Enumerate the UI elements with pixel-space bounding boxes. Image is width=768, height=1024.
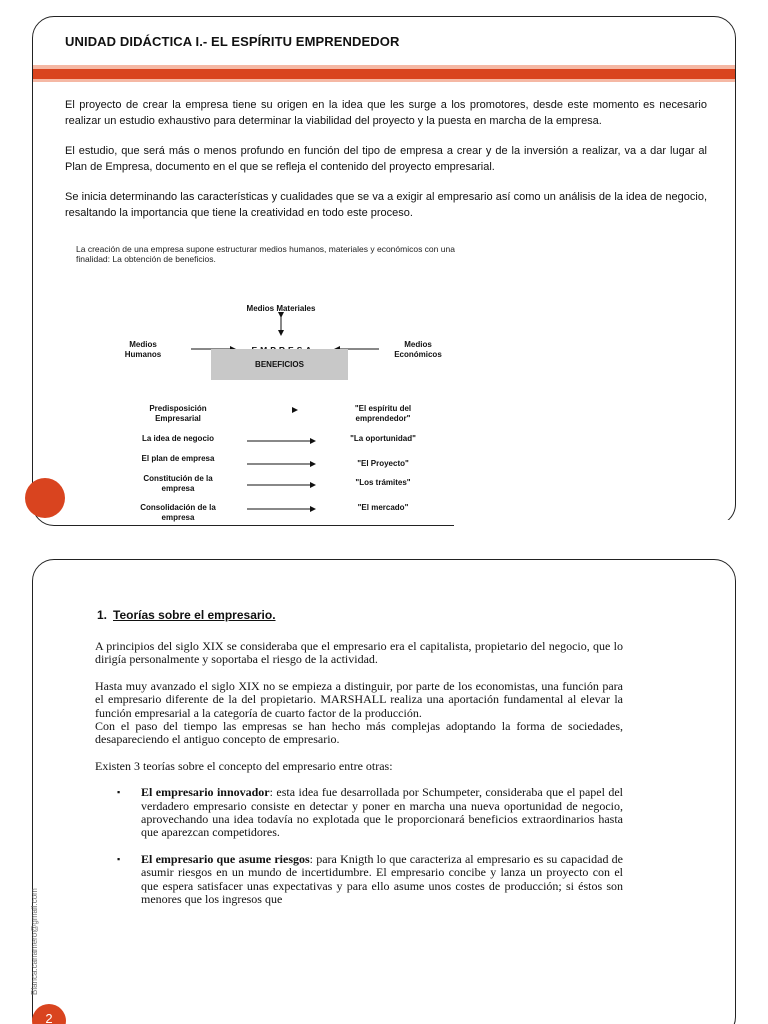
row-right: "El mercado" bbox=[357, 503, 409, 512]
paragraph: El proyecto de crear la empresa tiene su origen en la idea que les surge a los promotores, desde este momento es necesario realizar un estudio exhaustivo para determinar la viabilidad del proyecto y la puesta en marcha de la empresa. bbox=[65, 99, 707, 127]
paragraph: A principios del siglo XIX se consideraba que el empresario era el capitalista, propietario del negocio, que lo dirigía personalmente y soportaba el riesgo de la actividad. bbox=[95, 639, 623, 667]
paragraph: Existen 3 teorías sobre el concepto del empresario entre otras: bbox=[95, 758, 393, 773]
bullet-icon: ▪ bbox=[117, 853, 121, 864]
row-left: Predisposición Empresarial bbox=[149, 404, 207, 423]
bullet-term: El empresario innovador bbox=[141, 785, 270, 800]
row-right: "La oportunidad" bbox=[350, 434, 416, 443]
section-number: 1. bbox=[97, 608, 108, 622]
section-heading bbox=[97, 608, 276, 622]
paragraph: Con el paso del tiempo las empresas se han hecho más complejas adoptando la forma de sociedades, desapareciendo el antiguo concepto de empresario. bbox=[95, 719, 623, 747]
slide-border-gap bbox=[454, 520, 744, 530]
row-right: "El espíritu del emprendedor" bbox=[354, 404, 412, 423]
orange-circle-decoration bbox=[25, 478, 65, 518]
row-right: "El Proyecto" bbox=[357, 459, 409, 468]
row-left: El plan de empresa bbox=[141, 454, 215, 463]
list-item bbox=[95, 853, 623, 907]
paragraph: Hasta muy avanzado el siglo XIX no se empieza a distinguir, por parte de los economistas, una función para el empresario diferente de la del propietario. MARSHALL realiza una aportación fundamental al elevar la función empresarial a la categoría de cuarto factor de la producción. bbox=[95, 678, 623, 720]
section-title: Teorías sobre el empresario. bbox=[113, 608, 276, 622]
page-number-badge: 2 bbox=[32, 1004, 66, 1024]
row-left: La idea de negocio bbox=[141, 434, 214, 443]
row-left: Constitución de la empresa bbox=[143, 474, 213, 493]
row-right: "Los trámites" bbox=[355, 478, 411, 487]
label-medios-humanos: Medios Humanos bbox=[124, 340, 162, 359]
bullet-icon: ▪ bbox=[117, 787, 121, 798]
diagram-arrows bbox=[33, 17, 737, 527]
bullet-term: El empresario que asume riesgos bbox=[141, 851, 310, 866]
empresa-diagram bbox=[33, 17, 737, 527]
list-item bbox=[95, 786, 623, 840]
paragraph: Se inicia determinando las características y cualidades que se va a exigir al empresario así como un análisis de la idea de negocio, resaltando la importancia que tiene la creatividad en todo este proceso. bbox=[65, 191, 707, 219]
author-email: Blanca.canamero@gmail.com bbox=[30, 888, 39, 995]
diagram-intro: La creación de una empresa supone estructurar medios humanos, materiales y económicos con una finalidad: La obtención de beneficios. bbox=[76, 244, 455, 264]
slide-2 bbox=[32, 559, 736, 1024]
slide-title: UNIDAD DIDÁCTICA I.- EL ESPÍRITU EMPRENDEDOR bbox=[65, 34, 400, 49]
label-medios-economicos: Medios Económicos bbox=[394, 340, 442, 359]
row-left: Consolidación de la empresa bbox=[140, 503, 216, 522]
bullet-text: : esta idea fue desarrollada por Schumpeter, consideraba que el papel del verdadero empresario consiste en detectar y poner en marcha una nueva oportunidad de negocio, aprovechando una idea todavía no explotada que le proporcionará beneficios extraordinarios hasta que aparezcan competidores. bbox=[141, 785, 624, 840]
bullet-text: : para Knigth lo que caracteriza al empresario es su capacidad de asumir riesgos en un mundo de incertidumbre. El empresario concibe y lanza un proyecto con el que espera satisfacer unas expectativas y para ello asume unos costes de producción; si éstos son menores que los ingresos que bbox=[141, 851, 623, 907]
slide-1 bbox=[32, 16, 736, 526]
slide-2-body bbox=[95, 640, 623, 920]
paragraph: El estudio, que será más o menos profundo en función del tipo de empresa a crear y de la inversión a realizar, va a dar lugar al Plan de Empresa, documento en el que se refleja el contenido del proyecto empresarial. bbox=[65, 145, 707, 173]
beneficios-box: BENEFICIOS bbox=[211, 349, 348, 380]
theories-list bbox=[95, 786, 623, 906]
label-medios-materiales: Medios Materiales bbox=[246, 304, 316, 313]
